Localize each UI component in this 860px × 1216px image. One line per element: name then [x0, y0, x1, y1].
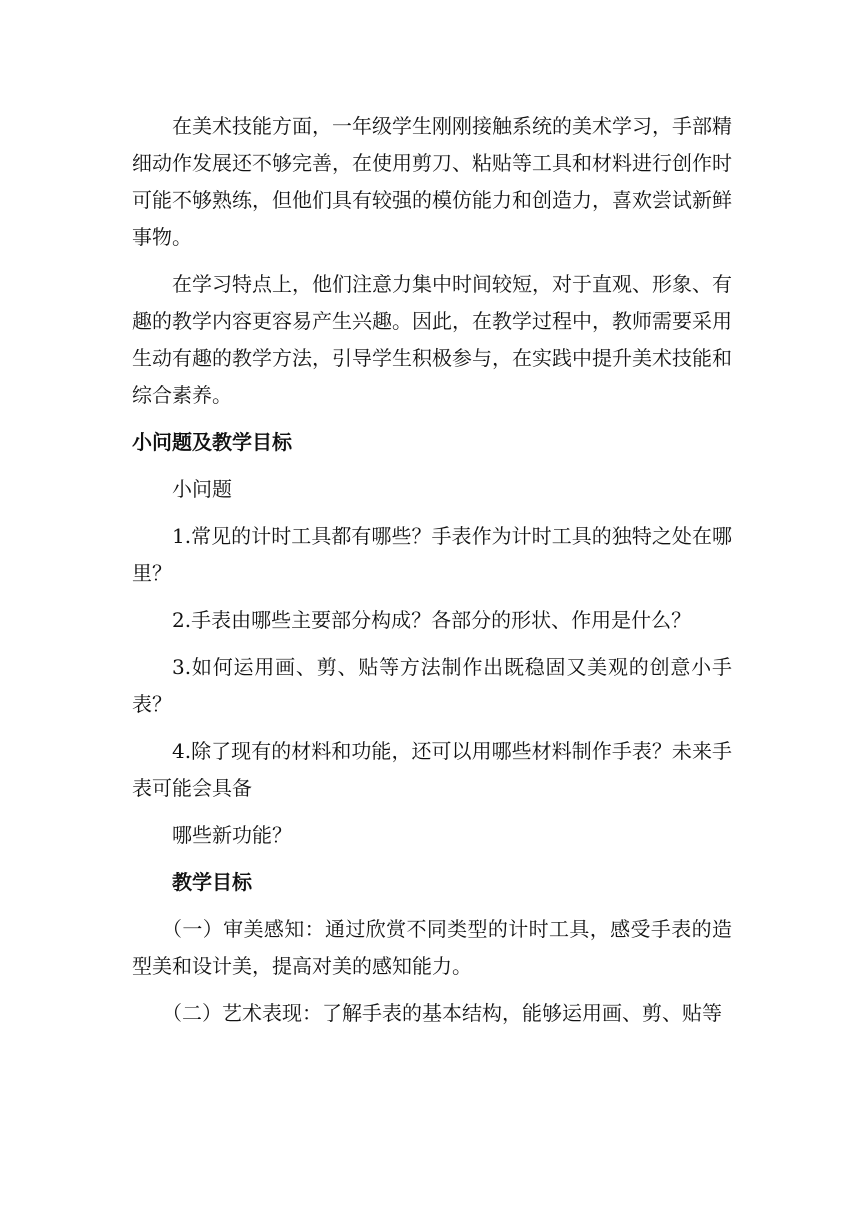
question-item: 1.常见的计时工具都有哪些？手表作为计时工具的独特之处在哪里？ [132, 524, 732, 585]
objective-item: （一）审美感知：通过欣赏不同类型的计时工具，感受手表的造型美和设计美，提高对美的感知能力。 [132, 917, 732, 978]
question-item: 4.除了现有的材料和功能，还可以用哪些材料制作手表？未来手表可能会具备 [132, 739, 732, 800]
objectives-title: 教学目标 [172, 870, 252, 894]
paragraph-learning-traits: 在学习特点上，他们注意力集中时间较短，对于直观、形象、有趣的教学内容更容易产生兴趣。因此，在教学过程中，教师需要采用生动有趣的教学方法，引导学生积极参与，在实践中提升美术技能和综合素养。 [132, 272, 732, 407]
question-item: 2.手表由哪些主要部分构成？各部分的形状、作用是什么？ [172, 608, 692, 632]
questions-title: 小问题 [172, 477, 232, 501]
objective-item: （二）艺术表现：了解手表的基本结构，能够运用画、剪、贴等 [162, 1001, 722, 1025]
question-item: 3.如何运用画、剪、贴等方法制作出既稳固又美观的创意小手表？ [132, 655, 732, 716]
question-continuation: 哪些新功能？ [172, 823, 292, 847]
section-heading: 小问题及教学目标 [132, 430, 292, 454]
paragraph-art-skills: 在美术技能方面，一年级学生刚刚接触系统的美术学习，手部精细动作发展还不够完善，在使用剪刀、粘贴等工具和材料进行创作时可能不够熟练，但他们具有较强的模仿能力和创造力，喜欢尝试新鲜事物。 [132, 114, 732, 249]
document-page [132, 108, 732, 1042]
